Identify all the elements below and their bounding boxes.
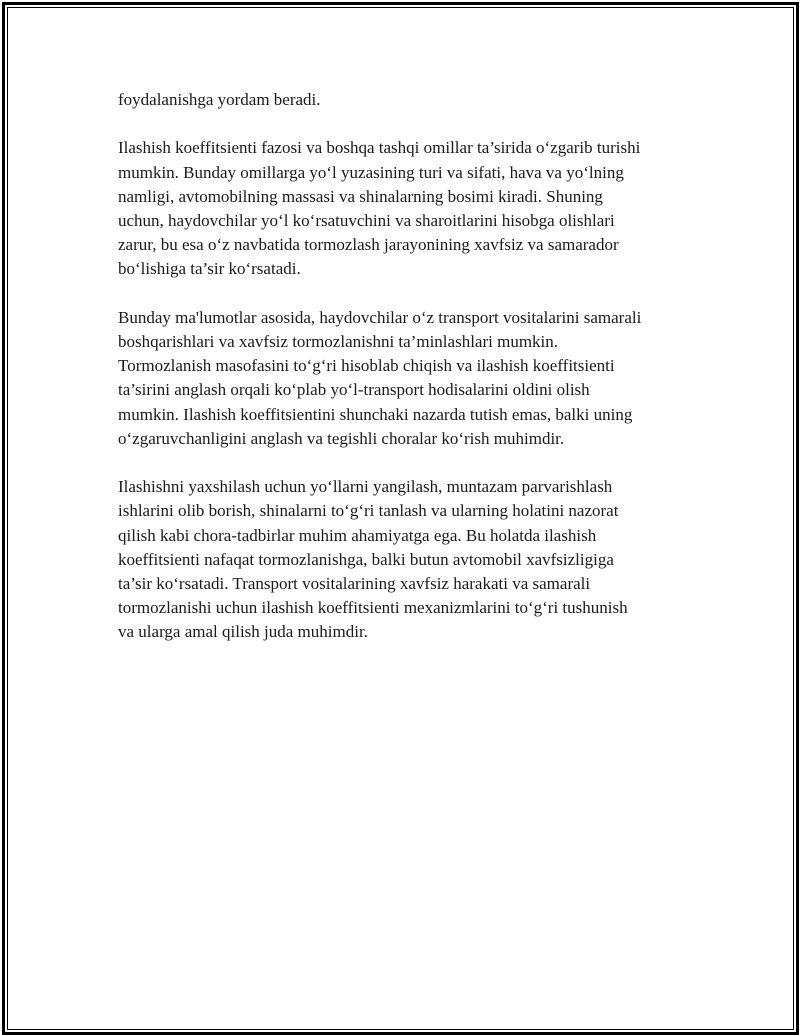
text-line: Ilashish koeffitsienti fazosi va boshqa tashqi omillar ta’sirida o‘zgarib turishi xyxy=(118,138,641,158)
text-line: Tormozlanish masofasini to‘g‘ri hisoblab chiqish va ilashish koeffitsienti xyxy=(118,356,615,376)
text-line: mumkin. Ilashish koeffitsientini shunchaki nazarda tutish emas, balki uning xyxy=(118,404,633,424)
paragraph-4 xyxy=(118,475,708,644)
paragraph-3 xyxy=(118,306,708,451)
text-line: bo‘lishiga ta’sir ko‘rsatadi. xyxy=(118,259,301,279)
text-line: qilish kabi chora-tadbirlar muhim ahamiyatga ega. Bu holatda ilashish xyxy=(118,525,597,545)
text-line: uchun, haydovchilar yo‘l ko‘rsatuvchini va sharoitlarini hisobga olishlari xyxy=(118,211,615,230)
text-line: ta’sir ko‘rsatadi. Transport vositalarining xavfsiz harakati va samarali xyxy=(118,574,591,594)
text-line: zarur, bu esa o‘z navbatida tormozlash jarayonining xavfsiz va samarador xyxy=(118,235,619,255)
text-line: mumkin. Bunday omillarga yo‘l yuzasining turi va sifati, hava va yo‘lning xyxy=(118,162,624,182)
text-line: namligi, avtomobilning massasi va shinalarning bosimi kiradi. Shuning xyxy=(118,186,603,206)
document-body xyxy=(118,88,708,669)
text-line: Bunday ma'lumotlar asosida, haydovchilar o‘z transport vositalarini samarali xyxy=(118,307,642,327)
paragraph-2 xyxy=(118,136,708,281)
text-line: o‘zgaruvchanligini anglash va tegishli choralar ko‘rish muhimdir. xyxy=(118,428,565,448)
text-line: tormozlanishi uchun ilashish koeffitsienti mexanizmlarini to‘g‘ri tushunish xyxy=(118,598,628,618)
paragraph-1 xyxy=(118,88,708,112)
text-line: va ularga amal qilish juda muhimdir. xyxy=(118,622,368,642)
text-line: koeffitsienti nafaqat tormozlanishga, balki butun avtomobil xavfsizligiga xyxy=(118,549,614,569)
text-line: foydalanishga yordam beradi. xyxy=(118,90,321,109)
text-line: Ilashishni yaxshilash uchun yo‘llarni yangilash, muntazam parvarishlash xyxy=(118,477,613,497)
text-line: ta’sirini anglash orqali ko‘plab yo‘l-transport hodisalarini oldini olish xyxy=(118,380,590,400)
text-line: boshqarishlari va xavfsiz tormozlanishni ta’minlashlari mumkin. xyxy=(118,332,559,351)
text-line: ishlarini olib borish, shinalarni to‘g‘ri tanlash va ularning holatini nazorat xyxy=(118,501,619,521)
